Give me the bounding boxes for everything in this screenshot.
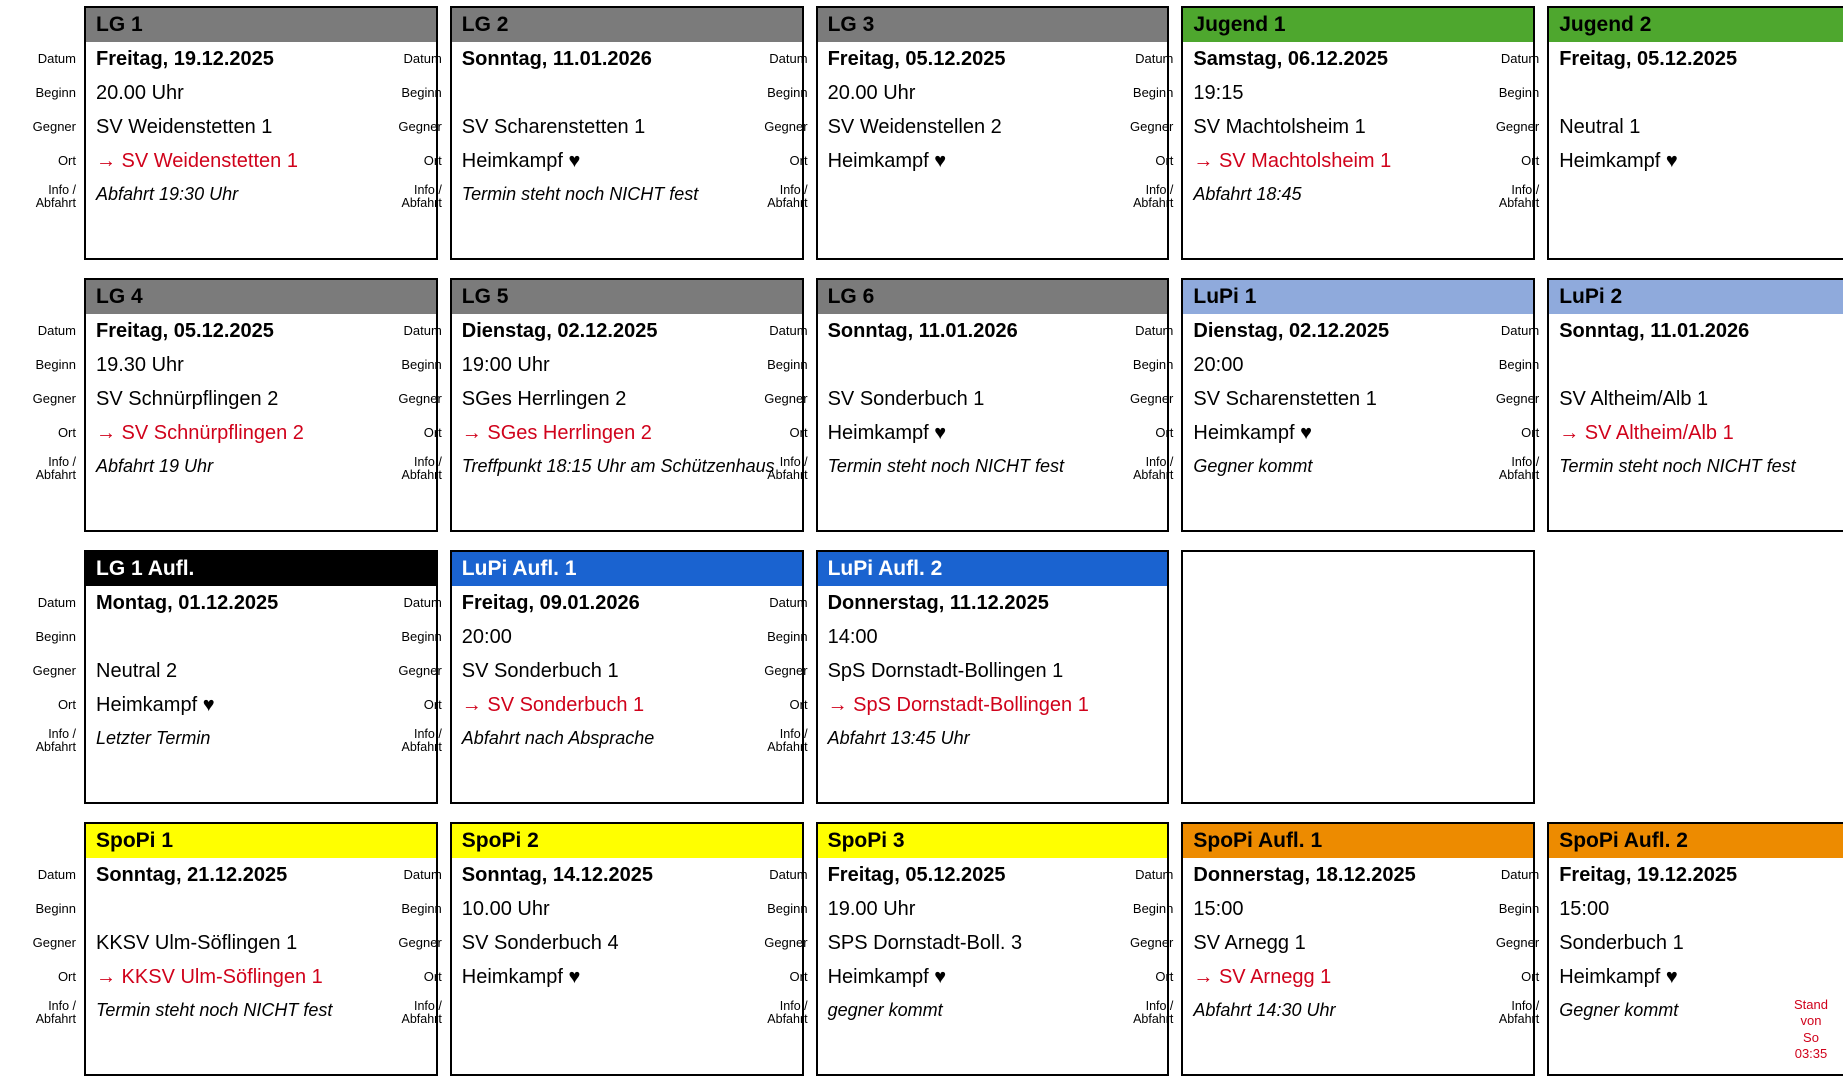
- match-begin-label: Beginn: [401, 357, 442, 372]
- match-place-label: Ort: [789, 153, 808, 168]
- match-opponent: [1495, 926, 1843, 960]
- match-card-cell: [1467, 822, 1833, 1080]
- match-date-label: Datum: [769, 595, 808, 610]
- match-date-label: Datum: [1500, 323, 1540, 338]
- match-info-label: Info / Abfahrt: [401, 999, 442, 1027]
- match-place-label: Ort: [423, 969, 442, 984]
- match-begin-label: Beginn: [1498, 357, 1540, 372]
- match-place-label: Ort: [57, 425, 76, 440]
- match-begin-label: Beginn: [767, 357, 808, 372]
- match-place: [1521, 144, 1843, 178]
- match-info-label: Info / Abfahrt: [767, 183, 808, 211]
- match-opponent-value: SV Schnürpflingen 2: [96, 388, 279, 410]
- match-opponent-value: SV Scharenstetten 1: [461, 116, 646, 138]
- match-begin-label: Beginn: [767, 901, 808, 916]
- match-date: [1500, 314, 1843, 348]
- match-date-label: Datum: [1500, 51, 1540, 66]
- match-opponent-value: Sonderbuch 1: [1559, 932, 1684, 954]
- match-begin-label: Beginn: [767, 629, 808, 644]
- match-card-cell: [736, 278, 1102, 550]
- match-date-label: Datum: [403, 867, 442, 882]
- match-card-title: Jugend 2: [1549, 8, 1843, 42]
- match-place-label: Ort: [423, 697, 442, 712]
- match-date-label: Datum: [403, 51, 442, 66]
- match-card-cell: [1101, 278, 1467, 550]
- match-info-value: Letzter Termin: [96, 728, 211, 748]
- match-info-label: Info / Abfahrt: [35, 183, 76, 211]
- match-date-value: Freitag, 05.12.2025: [1559, 48, 1738, 70]
- match-date-label: Datum: [403, 595, 442, 610]
- match-opponent-value: Neutral 2: [96, 660, 178, 682]
- match-info-value: Abfahrt 19:30 Uhr: [96, 184, 239, 204]
- match-card-cell: [370, 822, 736, 1080]
- match-begin-label: Beginn: [35, 629, 76, 644]
- match-info-label: Info / Abfahrt: [1498, 999, 1540, 1027]
- match-opponent-label: Gegner: [1130, 119, 1174, 134]
- match-date-label: Datum: [403, 323, 442, 338]
- match-begin-value: 15:00: [1559, 898, 1610, 920]
- match-info-value: Gegner kommt: [1559, 1000, 1679, 1020]
- match-card-cell: [736, 6, 1102, 278]
- match-place-label: Ort: [1521, 153, 1540, 168]
- match-info-label: Info / Abfahrt: [35, 455, 76, 483]
- match-card-cell: [1101, 822, 1467, 1080]
- match-date-value: Freitag, 05.12.2025: [96, 320, 274, 342]
- match-card-title: LuPi Aufl. 2: [818, 552, 1168, 586]
- match-info-label: Info / Abfahrt: [1133, 183, 1174, 211]
- match-place-value: Heimkampf ♥: [96, 694, 215, 716]
- match-card-rows: [1495, 314, 1843, 506]
- match-info-label: Info / Abfahrt: [767, 727, 808, 755]
- match-date-label: Datum: [769, 867, 808, 882]
- match-date-label: Datum: [1500, 867, 1540, 882]
- match-place-label: Ort: [57, 153, 76, 168]
- match-place-value: → SV Arnegg 1: [1193, 966, 1332, 988]
- match-opponent-value: SV Altheim/Alb 1: [1559, 388, 1709, 410]
- match-place-value: → SV Weidenstetten 1: [96, 150, 298, 172]
- match-place-value: Heimkampf ♥: [827, 966, 947, 988]
- match-opponent-value: SV Sonderbuch 4: [461, 932, 619, 954]
- stand-line-2: von: [1800, 1013, 1822, 1029]
- match-card-title: LG 4: [86, 280, 436, 314]
- match-card-title: LG 3: [818, 8, 1168, 42]
- match-opponent-label: Gegner: [398, 119, 442, 134]
- match-info: [1498, 178, 1843, 234]
- match-begin-value: 14:00: [827, 626, 878, 648]
- match-opponent-label: Gegner: [1495, 935, 1540, 950]
- match-info-label: Info / Abfahrt: [401, 455, 442, 483]
- match-date-value: Sonntag, 14.12.2025: [461, 864, 653, 886]
- match-place-label: Ort: [1521, 969, 1540, 984]
- match-opponent-value: SGes Herrlingen 2: [461, 388, 627, 410]
- match-card: [1495, 6, 1843, 260]
- match-place-label: Ort: [1155, 969, 1174, 984]
- match-info-label: Info / Abfahrt: [401, 183, 442, 211]
- match-begin-value: 20.00 Uhr: [827, 82, 916, 104]
- match-info-value: Abfahrt nach Absprache: [461, 728, 655, 748]
- match-opponent-label: Gegner: [32, 663, 76, 678]
- match-place-label: Ort: [57, 697, 76, 712]
- match-card-title: LG 6: [818, 280, 1168, 314]
- match-begin-label: Beginn: [401, 901, 442, 916]
- match-date-value: Sonntag, 11.01.2026: [1559, 320, 1750, 342]
- stand-line-3: So: [1803, 1029, 1819, 1045]
- match-date-value: Sonntag, 21.12.2025: [96, 864, 288, 886]
- match-date-value: Freitag, 05.12.2025: [827, 48, 1006, 70]
- match-date-value: Dienstag, 02.12.2025: [461, 320, 658, 342]
- match-opponent-value: SV Sonderbuch 1: [827, 388, 985, 410]
- stand-line-4: 03:35: [1794, 1045, 1828, 1061]
- match-opponent-value: KKSV Ulm-Söflingen 1: [96, 932, 298, 954]
- match-card-cell: [4, 550, 370, 822]
- match-date-label: Datum: [769, 51, 808, 66]
- match-begin-label: Beginn: [401, 85, 442, 100]
- match-place-label: Ort: [789, 425, 808, 440]
- match-place-label: Ort: [423, 153, 442, 168]
- match-date-value: Sonntag, 11.01.2026: [461, 48, 652, 70]
- match-begin-label: Beginn: [1132, 85, 1174, 100]
- match-card-title: SpoPi Aufl. 1: [1183, 824, 1533, 858]
- match-opponent-label: Gegner: [764, 935, 808, 950]
- match-card-cell: [736, 822, 1102, 1080]
- match-card-cell: [4, 6, 370, 278]
- match-opponent-label: Gegner: [764, 663, 808, 678]
- match-opponent-label: Gegner: [1495, 119, 1540, 134]
- match-opponent-label: Gegner: [32, 119, 76, 134]
- match-begin-label: Beginn: [401, 629, 442, 644]
- match-place-label: Ort: [1521, 425, 1540, 440]
- match-date-label: Datum: [37, 323, 76, 338]
- match-place: [1521, 960, 1843, 994]
- match-begin-label: Beginn: [1498, 901, 1540, 916]
- match-info-value: Gegner kommt: [1193, 456, 1313, 476]
- match-place-value: Heimkampf ♥: [1193, 422, 1312, 444]
- match-place-value: → SV Altheim/Alb 1: [1559, 422, 1734, 444]
- match-date-value: Dienstag, 02.12.2025: [1193, 320, 1390, 342]
- match-date: [1500, 42, 1843, 76]
- match-date-label: Datum: [37, 867, 76, 882]
- match-card-title: LuPi Aufl. 1: [452, 552, 802, 586]
- match-begin: [1498, 892, 1843, 926]
- match-opponent-label: Gegner: [32, 935, 76, 950]
- match-info-value: Abfahrt 18:45: [1193, 184, 1302, 204]
- match-place-value: Heimkampf ♥: [1559, 150, 1678, 172]
- match-opponent: [1495, 110, 1843, 144]
- match-date-value: Donnerstag, 11.12.2025: [827, 592, 1049, 614]
- match-begin-value: 20.00 Uhr: [96, 82, 184, 104]
- match-begin-value: 19:00 Uhr: [461, 354, 550, 376]
- match-place-value: Heimkampf ♥: [461, 150, 581, 172]
- match-info-label: Info / Abfahrt: [35, 727, 76, 755]
- match-info-value: Termin steht noch NICHT fest: [827, 456, 1065, 476]
- match-begin-label: Beginn: [1132, 901, 1174, 916]
- match-card-title: SpoPi Aufl. 2: [1549, 824, 1843, 858]
- match-place: [1521, 416, 1843, 450]
- match-card-title: LG 2: [452, 8, 802, 42]
- match-info-value: Abfahrt 14:30 Uhr: [1193, 1000, 1336, 1020]
- match-opponent: [1495, 382, 1843, 416]
- match-info-value: Treffpunkt 18:15 Uhr am Schützenhaus: [461, 456, 775, 476]
- match-opponent-value: SV Arnegg 1: [1193, 932, 1306, 954]
- match-place-label: Ort: [423, 425, 442, 440]
- match-begin: [1498, 348, 1843, 382]
- match-date-value: Sonntag, 11.01.2026: [827, 320, 1018, 342]
- match-place-label: Ort: [57, 969, 76, 984]
- match-opponent-value: SV Weidenstetten 1: [96, 116, 273, 138]
- match-info-label: Info / Abfahrt: [767, 455, 808, 483]
- match-opponent-label: Gegner: [1495, 391, 1540, 406]
- match-date-value: Freitag, 05.12.2025: [827, 864, 1006, 886]
- match-card-cell: [1101, 6, 1467, 278]
- match-card-title: LG 1 Aufl.: [86, 552, 436, 586]
- match-opponent-value: SV Weidenstellen 2: [827, 116, 1002, 138]
- match-card-rows: [1495, 42, 1843, 234]
- match-place-label: Ort: [789, 697, 808, 712]
- match-begin-label: Beginn: [1498, 85, 1540, 100]
- match-card-title: SpoPi 3: [818, 824, 1168, 858]
- match-card-title: Jugend 1: [1183, 8, 1533, 42]
- match-card-cell: [370, 550, 736, 822]
- match-opponent-label: Gegner: [764, 391, 808, 406]
- match-opponent-label: Gegner: [398, 663, 442, 678]
- match-card-title: SpoPi 1: [86, 824, 436, 858]
- match-card-cell: [370, 278, 775, 550]
- match-info-value: Termin steht noch NICHT fest: [461, 184, 699, 204]
- match-opponent-value: SV Machtolsheim 1: [1193, 116, 1366, 138]
- match-place-value: → KKSV Ulm-Söflingen 1: [96, 966, 323, 988]
- match-info-value: gegner kommt: [827, 1000, 943, 1020]
- match-info-value: Termin steht noch NICHT fest: [96, 1000, 333, 1020]
- match-opponent-label: Gegner: [398, 391, 442, 406]
- match-opponent-value: SpS Dornstadt-Bollingen 1: [827, 660, 1064, 682]
- match-place-label: Ort: [1155, 425, 1174, 440]
- match-opponent-label: Gegner: [1130, 391, 1174, 406]
- match-opponent-label: Gegner: [32, 391, 76, 406]
- match-begin-value: 15:00: [1193, 898, 1244, 920]
- match-place-value: → SGes Herrlingen 2: [461, 422, 652, 444]
- match-place-label: Ort: [1155, 153, 1174, 168]
- match-card-title: LG 1: [86, 8, 436, 42]
- match-place-value: Heimkampf ♥: [827, 422, 947, 444]
- match-info-value: Abfahrt 19 Uhr: [96, 456, 214, 476]
- match-info-label: Info / Abfahrt: [401, 727, 442, 755]
- match-info-label: Info / Abfahrt: [1133, 455, 1174, 483]
- match-card-title: LG 5: [452, 280, 802, 314]
- match-opponent-label: Gegner: [1130, 935, 1174, 950]
- match-place-value: → SpS Dornstadt-Bollingen 1: [827, 694, 1089, 716]
- match-card-cell: [1467, 278, 1833, 550]
- match-info-label: Info / Abfahrt: [1498, 183, 1540, 211]
- match-begin-label: Beginn: [35, 901, 76, 916]
- match-begin: [1498, 76, 1843, 110]
- match-opponent-value: Neutral 1: [1559, 116, 1641, 138]
- match-info-label: Info / Abfahrt: [767, 999, 808, 1027]
- stand-line-1: Stand: [1794, 997, 1828, 1012]
- match-card-cell: [1467, 550, 1833, 822]
- match-card-title: SpoPi 2: [452, 824, 802, 858]
- match-card-title: LuPi 1: [1183, 280, 1533, 314]
- match-date-value: Freitag, 09.01.2026: [461, 592, 640, 614]
- match-begin-value: 10.00 Uhr: [461, 898, 550, 920]
- match-begin-value: 20:00: [461, 626, 512, 648]
- match-date: [1500, 858, 1843, 892]
- match-opponent-label: Gegner: [398, 935, 442, 950]
- match-opponent-value: SPS Dornstadt-Boll. 3: [827, 932, 1023, 954]
- match-begin-value: 20:00: [1193, 354, 1244, 376]
- match-card-cell: [1467, 6, 1833, 278]
- match-begin-label: Beginn: [1132, 357, 1174, 372]
- match-place-value: Heimkampf ♥: [1559, 966, 1678, 988]
- match-begin-label: Beginn: [35, 85, 76, 100]
- match-info: [1498, 450, 1843, 506]
- stand-timestamp: [1781, 997, 1841, 1062]
- match-begin-value: 19:15: [1193, 82, 1244, 104]
- match-date-label: Datum: [769, 323, 808, 338]
- match-info-label: Info / Abfahrt: [1133, 999, 1174, 1027]
- match-card-cell: [4, 822, 370, 1080]
- match-place-value: → SV Sonderbuch 1: [461, 694, 645, 716]
- match-place-value: → SV Schnürpflingen 2: [96, 422, 304, 444]
- match-card-cell: [370, 6, 736, 278]
- match-place-value: Heimkampf ♥: [461, 966, 581, 988]
- match-opponent-value: SV Scharenstetten 1: [1193, 388, 1377, 410]
- match-date-label: Datum: [37, 595, 76, 610]
- match-date-value: Freitag, 19.12.2025: [1559, 864, 1738, 886]
- match-date-label: Datum: [1135, 867, 1174, 882]
- match-date-value: Donnerstag, 18.12.2025: [1193, 864, 1416, 886]
- match-place-value: Heimkampf ♥: [827, 150, 947, 172]
- match-begin-value: 19.30 Uhr: [96, 354, 184, 376]
- match-place-label: Ort: [789, 969, 808, 984]
- match-date-label: Datum: [1135, 51, 1174, 66]
- match-info-label: Info / Abfahrt: [35, 999, 76, 1027]
- match-begin-label: Beginn: [767, 85, 808, 100]
- match-info-value: Termin steht noch NICHT fest: [1559, 456, 1796, 476]
- match-opponent-value: SV Sonderbuch 1: [461, 660, 619, 682]
- match-card: [1495, 278, 1843, 532]
- match-card-cell: [1101, 550, 1467, 822]
- match-card-cell: [736, 550, 1102, 822]
- match-date-label: Datum: [37, 51, 76, 66]
- match-card-title: LuPi 2: [1549, 280, 1843, 314]
- match-date-value: Montag, 01.12.2025: [96, 592, 279, 614]
- match-date-value: Freitag, 19.12.2025: [96, 48, 274, 70]
- match-place-value: → SV Machtolsheim 1: [1193, 150, 1392, 172]
- match-info-value: Abfahrt 13:45 Uhr: [827, 728, 970, 748]
- match-date-value: Samstag, 06.12.2025: [1193, 48, 1388, 70]
- match-opponent-label: Gegner: [764, 119, 808, 134]
- match-begin-value: 19.00 Uhr: [827, 898, 916, 920]
- match-info-label: Info / Abfahrt: [1498, 455, 1540, 483]
- match-date-label: Datum: [1135, 323, 1174, 338]
- match-card-cell: [4, 278, 370, 550]
- match-begin-label: Beginn: [35, 357, 76, 372]
